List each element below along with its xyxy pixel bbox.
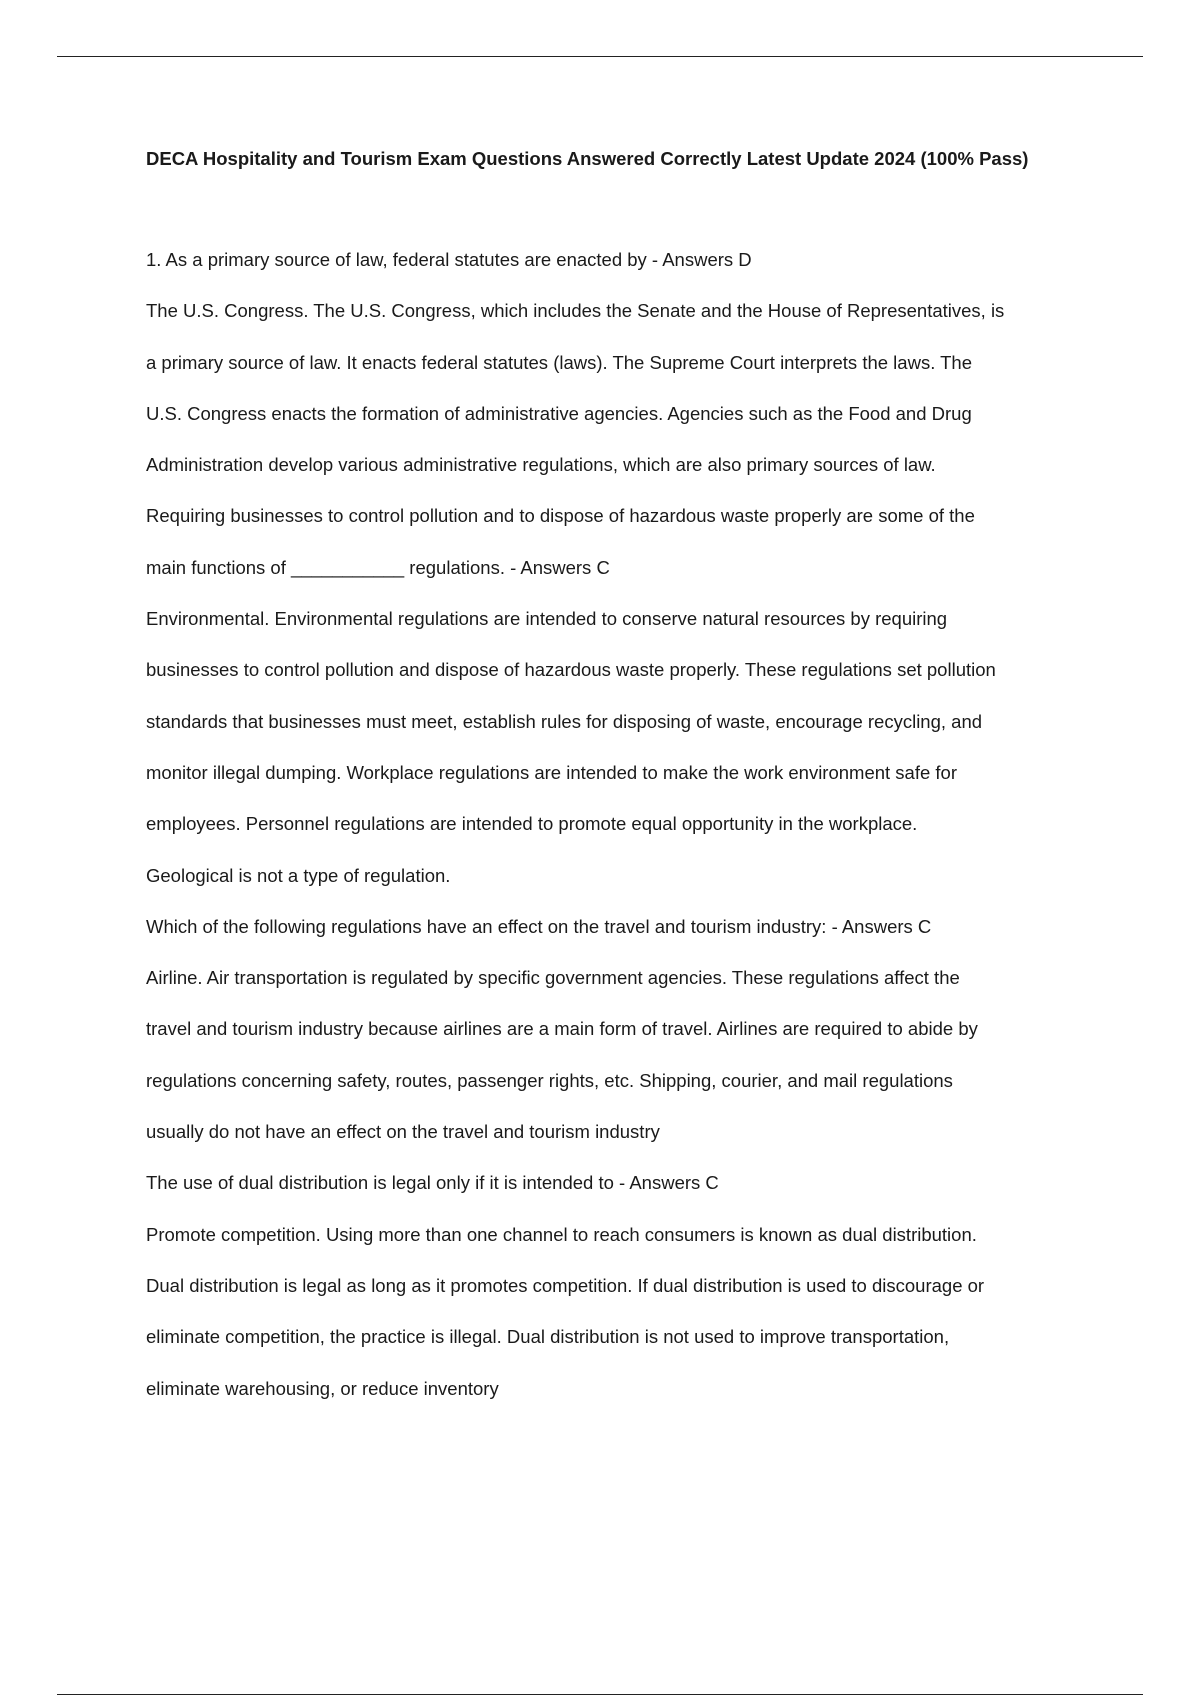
body-line: Dual distribution is legal as long as it promotes competition. If dual distribution is used to discourage or bbox=[146, 1274, 985, 1296]
body-line: monitor illegal dumping. Workplace regulations are intended to make the work environment safe for bbox=[146, 761, 958, 783]
body-line: 1. As a primary source of law, federal statutes are enacted by - Answers D bbox=[146, 249, 752, 270]
body-line: Airline. Air transportation is regulated by specific government agencies. These regulations affect the bbox=[146, 967, 960, 989]
top-rule bbox=[57, 56, 1143, 57]
body-line: Which of the following regulations have an effect on the travel and tourism industry: - Answers C bbox=[146, 915, 932, 937]
bottom-rule bbox=[57, 1694, 1143, 1695]
body-line: standards that businesses must meet, establish rules for disposing of waste, encourage recycling, and bbox=[146, 710, 983, 732]
body-line: businesses to control pollution and dispose of hazardous waste properly. These regulations set pollution bbox=[146, 659, 996, 681]
body-line: Environmental. Environmental regulations are intended to conserve natural resources by requiring bbox=[146, 608, 948, 630]
body-line: Promote competition. Using more than one channel to reach consumers is known as dual distribution. bbox=[146, 1223, 977, 1245]
body-line: usually do not have an effect on the travel and tourism industry bbox=[146, 1121, 660, 1143]
body-line: employees. Personnel regulations are intended to promote equal opportunity in the workplace. bbox=[146, 813, 918, 835]
document-title: DECA Hospitality and Tourism Exam Questions Answered Correctly Latest Update 2024 (100% Pass) bbox=[146, 148, 1029, 169]
body-line: eliminate competition, the practice is illegal. Dual distribution is not used to improve transportation, bbox=[146, 1326, 950, 1348]
body-line: regulations concerning safety, routes, passenger rights, etc. Shipping, courier, and mail regulations bbox=[146, 1069, 953, 1091]
body-line: Requiring businesses to control pollution and to dispose of hazardous waste properly are some of the bbox=[146, 505, 975, 527]
body-line: The U.S. Congress. The U.S. Congress, which includes the Senate and the House of Representatives, is bbox=[146, 300, 1005, 322]
body-line: a primary source of law. It enacts federal statutes (laws). The Supreme Court interprets the laws. The bbox=[146, 351, 973, 373]
body-line: U.S. Congress enacts the formation of administrative agencies. Agencies such as the Food and Drug bbox=[146, 402, 972, 424]
body-line: The use of dual distribution is legal only if it is intended to - Answers C bbox=[146, 1172, 719, 1194]
body-line: Geological is not a type of regulation. bbox=[146, 864, 451, 886]
body-line: Administration develop various administrative regulations, which are also primary sources of law. bbox=[146, 454, 936, 476]
body-line: main functions of ___________ regulations. - Answers C bbox=[146, 556, 610, 578]
body-line: travel and tourism industry because airlines are a main form of travel. Airlines are required to abide by bbox=[146, 1018, 978, 1040]
body-line: eliminate warehousing, or reduce inventory bbox=[146, 1377, 499, 1399]
document-body bbox=[146, 246, 1096, 1426]
